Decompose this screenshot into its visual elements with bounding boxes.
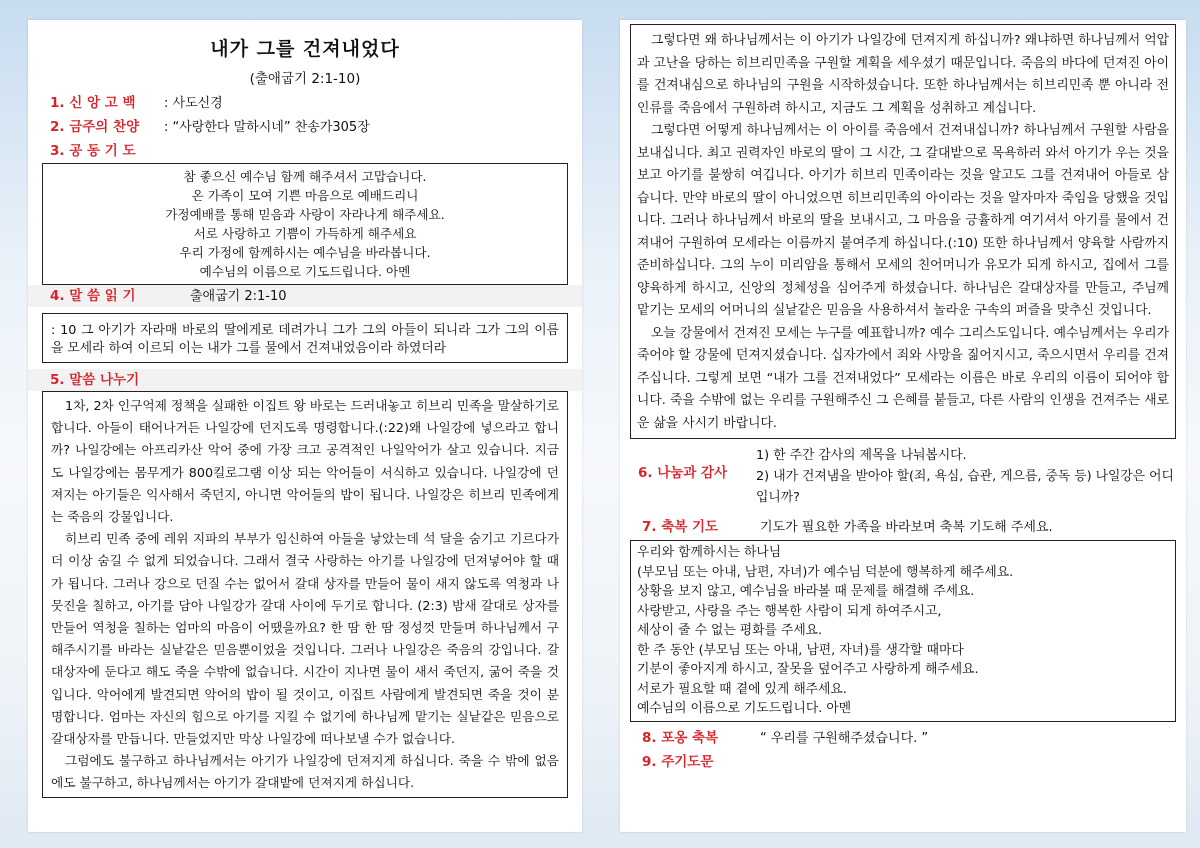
prayer-line: 온 가족이 모여 기쁜 마음으로 예배드리니 [191, 188, 419, 203]
hug-label: 8. 포옹 축복 [642, 729, 719, 746]
sharing-label: 5. 말씀 나누기 [50, 372, 140, 388]
blessing-line: 예수님의 이름으로 기도드립니다. 아멘 [637, 701, 852, 716]
hug-row [630, 726, 1176, 750]
sharing-row [28, 369, 582, 391]
blessing-line: 서로가 필요할 때 곁에 있게 해주세요. [637, 681, 847, 697]
verse-box: : 10 그 아기가 자라매 바로의 딸에게로 데려가니 그가 그의 아들이 되니라 그가 그의 이름을 모세라 하여 이르되 이는 내가 그를 물에서 건져내었음이라 하였더라 [42, 313, 568, 363]
scripture-reference: (출애굽기 2:1-10) [249, 71, 361, 87]
reading-row [28, 285, 582, 307]
blessing-line: (부모님 또는 아내, 남편, 자녀)가 예수님 덕분에 행복하게 해주세요. [637, 564, 1014, 580]
creed-row [42, 91, 568, 115]
creed-value: : 사도신경 [164, 96, 223, 111]
hymn-value: : “사랑한다 말하시네” 찬송가305장 [164, 120, 370, 135]
reading-value: 출애굽기 2:1-10 [190, 289, 287, 304]
prayer-line: 참 좋으신 예수님 함께 해주셔서 고맙습니다. [183, 169, 427, 184]
blessing-line: 상황을 보지 않고, 예수님을 바라볼 때 문제를 해결해 주세요. [637, 584, 975, 599]
creed-label: 1. 신 앙 고 백 [50, 95, 136, 111]
share-section [630, 445, 1176, 508]
common-prayer-label: 3. 공 동 기 도 [50, 143, 136, 159]
blessing-line: 세상이 줄 수 없는 평화를 주세요. [637, 623, 823, 638]
sermon-paragraph: 오늘 강물에서 건져진 모세는 누구를 예표합니까? 예수 그리스도입니다. 예수님께서는 우리가 죽어야 할 강물에 던져지셨습니다. 십자가에서 죄와 사망을 짊어지시고, 죽으시면서 우리를 건져주십니다. 그렇게 보면 “내가 그를 건져내었다” 모세라는 이름은 바로 우리의 이름이 되어야 합니다. 죽을 수밖에 없는 우리를 구원해주신 그 은혜를 붙들고, 다른 사람의 인생을 건져주는 새로운 삶을 사시기 바랍니다. [637, 325, 1169, 431]
prayer-line: 서로 사랑하고 기쁨이 가득하게 해주세요 [193, 226, 417, 241]
hug-value: “ 우리를 구원해주셨습니다. ” [760, 730, 929, 746]
common-prayer-row [42, 139, 568, 163]
left-page [28, 20, 582, 832]
common-prayer-box [42, 163, 568, 285]
share-items [756, 445, 1176, 508]
page-title: 내가 그를 건져내었다 [210, 38, 400, 60]
bless-label: 7. 축복 기도 [642, 519, 719, 535]
sermon-paragraph: 그럼에도 불구하고 하나님께서는 아기가 나일강에 던져지게 하십니다. 죽을 수 밖에 없음에도 불구하고, 하나님께서는 아기가 갈대밭에 던져지게 하십니다. [51, 753, 559, 791]
prayer-line: 우리 가정에 함께하시는 예수님을 바라봅니다. [179, 245, 431, 260]
lords-prayer-row [630, 750, 1176, 774]
sermon-paragraph: 그렇다면 왜 하나님께서는 이 아기가 나일강에 던져지게 하십니까? 왜냐하면 하나님께서 억압과 고난을 당하는 히브리민족을 구원할 계획을 세우셨기 때문입니다. 죽음의 바다에 던져진 아이를 건져내심으로 하나님의 구원을 시작하셨습니다. 또한 하나님께서는 히브리민족 뿐 아니라 전인류를 죽음에서 구원하려 하시고, 지금도 그 계획을 성취하고 계십니다. [637, 33, 1169, 116]
sermon-paragraph: 1차, 2차 인구억제 정책을 실패한 이집트 왕 바로는 드러내놓고 히브리 민족을 말살하기로 합니다. 아들이 태어나거든 나일강에 던지도록 명령합니다.(:22)왜 나일강에 넣으라고 합니까? 나일강에는 아프리카산 악어 중에 가장 크고 공격적인 나일악어가 살고 있습니다. 지금도 나일강에는 몸무게가 800킬로그램 이상 되는 악어들이 서식하고 있습니다. 나일강에 던져지는 아기들은 익사해서 죽던지, 아니면 악어들의 밥이 됩니다. 나일강은 히브리 민족에게는 죽음의 강물입니다. [51, 398, 559, 525]
blessing-prayer-box [630, 540, 1176, 722]
sermon-box-right [630, 24, 1176, 439]
lords-prayer-label: 9. 주기도문 [642, 753, 714, 770]
blessing-line: 우리와 함께하시는 하나님 [637, 545, 782, 560]
sermon-paragraph: 그렇다면 어떻게 하나님께서는 이 아이를 죽음에서 건져내십니까? 하나님께서 구원할 사람을 보내십니다. 최고 권력자인 바로의 딸이 그 시간, 그 갈대밭으로 목욕하러 와서 아기가 우는 것을 보고 아기를 불쌍히 여깁니다. 아기가 히브리 민족이라는 것을 알고도 그를 건져내어 아들로 삼습니다. 만약 바로의 딸이 아니었으면 히브리민족의 아이라는 것을 알자마자 죽임을 당했을 것입니다. 그러나 하나님께서 바로의 딸을 보내시고, 그 마음을 긍휼하게 여기셔서 아기를 물에서 건져내어 구원하여 모세라는 이름까지 붙여주게 하십니다.(:10) 또한 하나님께서 양육할 사람까지 준비하십니다. 그의 누이 미리암을 통해서 모세의 친어머니가 유모가 되게 하시고, 집에서 그를 양육하게 하시고, 신앙의 정체성을 심어주게 하셨습니다. 하나님은 갈대상자를 만들고, 주님께 맡기는 모세의 어머니의 실낱같은 믿음을 사용하셔서 놀라운 구속의 퍼즐을 맞추신 것입니다. [637, 123, 1169, 318]
prayer-line: 예수님의 이름으로 기도드립니다. 아멘 [199, 264, 411, 279]
share-label: 6. 나눔과 감사 [638, 465, 728, 481]
blessing-line: 사랑받고, 사랑을 주는 행복한 사람이 되게 하여주시고, [637, 603, 942, 619]
bless-row [630, 514, 1176, 540]
blessing-line: 한 주 동안 (부모님 또는 아내, 남편, 자녀)를 생각할 때마다 [637, 642, 964, 658]
share-item: 1) 한 주간 감사의 제목을 나눠봅시다. [756, 448, 967, 463]
blessing-line: 기분이 좋아지게 하시고, 잘못을 덮어주고 사랑하게 해주세요. [637, 662, 979, 677]
sermon-box-left [42, 391, 568, 798]
prayer-line: 가정예배를 통해 믿음과 사랑이 자라나게 해주세요. [165, 207, 445, 222]
reading-label: 4. 말 씀 읽 기 [50, 288, 136, 304]
share-item: 2) 내가 건져냄을 받아야 할(죄, 욕심, 습관, 게으름, 중독 등) 나일강은 어디입니까? [756, 469, 1174, 505]
right-page [620, 20, 1186, 832]
hymn-row [42, 115, 568, 139]
bless-value: 기도가 필요한 가족을 바라보며 축복 기도해 주세요. [760, 520, 1053, 535]
sermon-paragraph: 히브리 민족 중에 레위 지파의 부부가 임신하여 아들을 낳았는데 석 달을 숨기고 기르다가 더 이상 숨길 수 없게 되었습니다. 그래서 결국 사랑하는 아기를 나일강에 던져넣어야 할 때가 됩니다. 그러나 강으로 던질 수는 없어서 갈대 상자를 만들어 물이 새지 않도록 역청과 나뭇진을 칠하고, 아기를 담아 나일강가 갈대 사이에 두기로 합니다. (2:3) 밤새 갈대로 상자를 만들어 역청을 칠하는 엄마의 마음이 어땠을까요? 한 땀 한 땀 정성껏 만들며 하나님께서 구해주시기를 바라는 실낱같은 믿음뿐이었을 것입니다. 그러나 나일강은 죽음의 강입니다. 갈대상자에 둔다고 해도 죽을 수밖에 없습니다. 시간이 지나면 물이 새서 죽던지, 굶어 죽을 것입니다. 악어에게 발견되면 악어의 밥이 될 것이고, 이집트 사람에게 발견되면 죽을 것이 분명합니다. 엄마는 자신의 힘으로 아기를 지킬 수 없기에 하나님께 맡기는 실낱같은 믿음으로 갈대상자를 만듭니다. 만들었지만 막상 나일강에 떠나보낼 수가 없습니다. [51, 531, 559, 747]
hymn-label: 2. 금주의 찬양 [50, 119, 140, 135]
